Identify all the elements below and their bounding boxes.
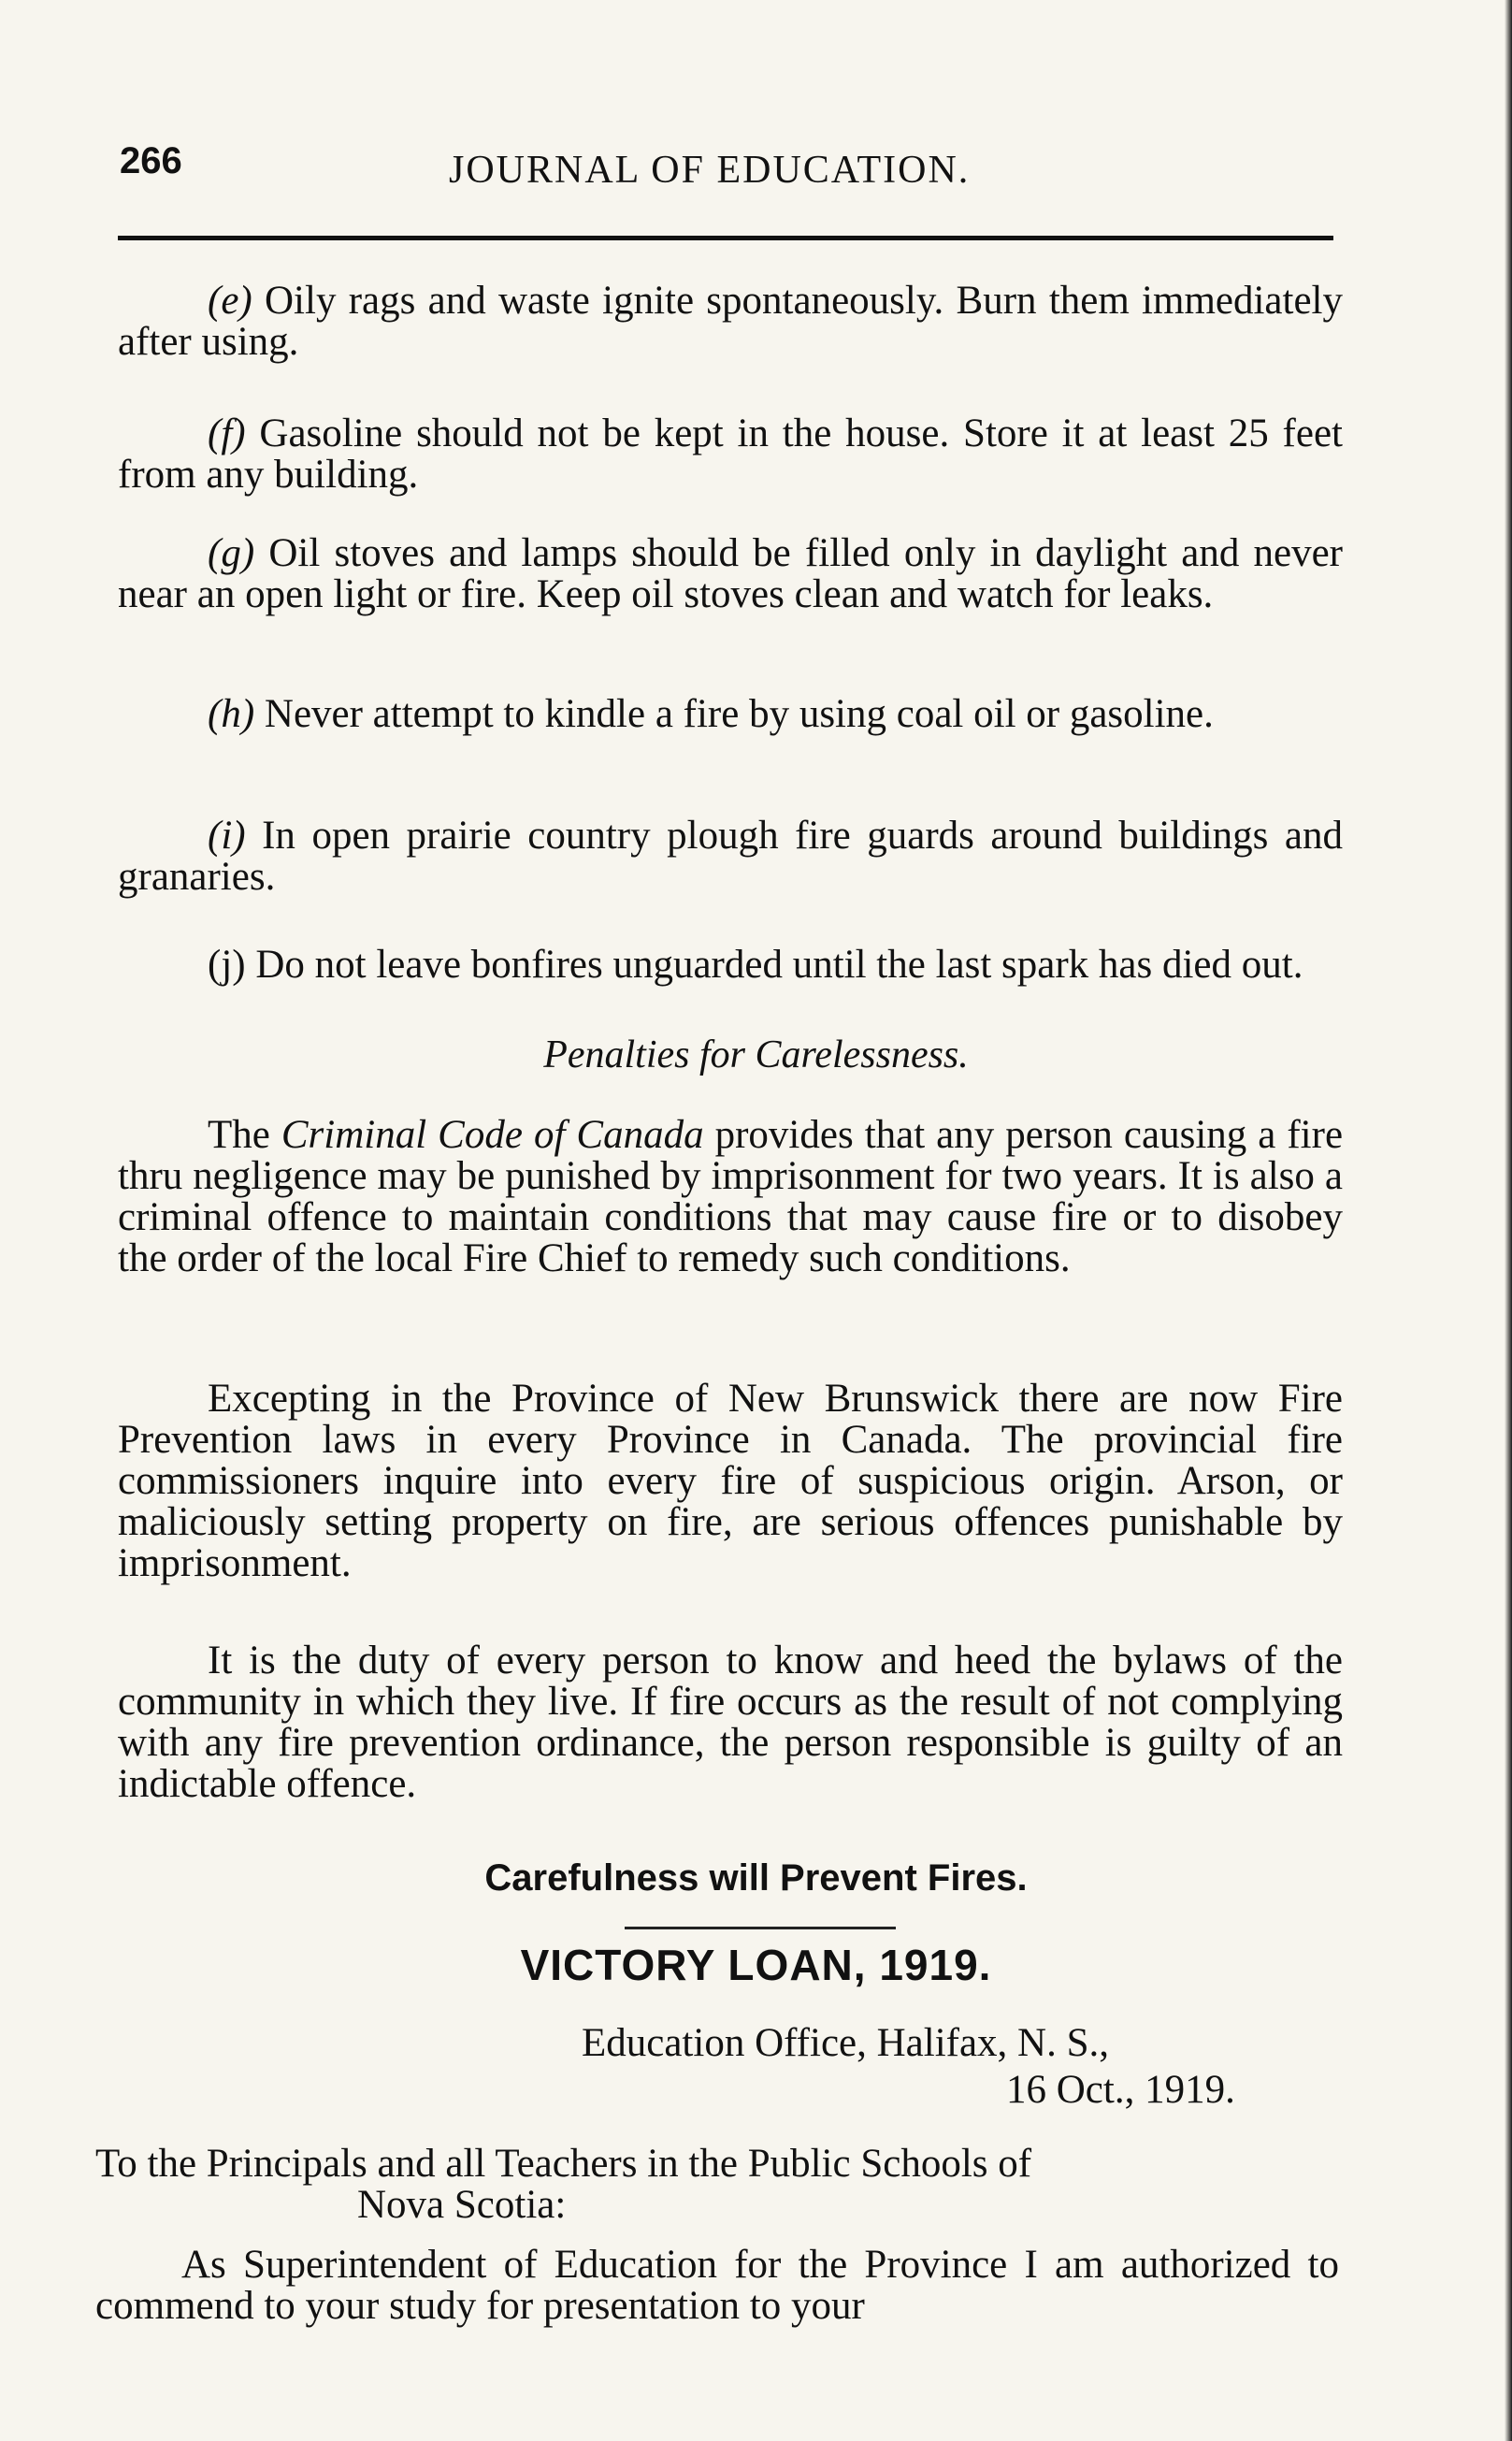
- list-item-g: [118, 533, 1343, 615]
- penalties-paragraph-3: [118, 1640, 1343, 1805]
- item-text: Never attempt to kindle a fire by using coal oil or gasoline.: [264, 692, 1214, 736]
- salutation-line-2: Nova Scotia:: [357, 2183, 567, 2227]
- penalties-paragraph-2: [118, 1379, 1343, 1584]
- penalties-paragraph-1: [118, 1115, 1343, 1279]
- section-title: VICTORY LOAN, 1919.: [520, 1941, 992, 1989]
- list-item-h: [118, 694, 1343, 735]
- item-label: (j): [208, 943, 246, 987]
- item-text: Oil stoves and lamps should be filled only in daylight and never near an open light or fire. Keep oil stoves clean and watch for leaks.: [118, 531, 1343, 616]
- p1-intro: The: [208, 1113, 270, 1157]
- slogan: Carefulness will Prevent Fires.: [484, 1857, 1028, 1899]
- dateline-date: 16 Oct., 1919.: [1006, 2068, 1235, 2112]
- salutation-line-1: To the Principals and all Teachers in the Public Schools of: [95, 2142, 1032, 2186]
- page-number: 266: [120, 140, 182, 181]
- running-head: JOURNAL OF EDUCATION.: [449, 149, 971, 192]
- item-label: (i): [208, 814, 246, 858]
- dateline-place: Education Office, Halifax, N. S.,: [582, 2021, 1110, 2065]
- p3-text: It is the duty of every person to know and heed the bylaws of the community in which they live. If fire occurs as the result of not complying with any fire prevention ordinance, the person responsible is guilty of an indictable offence.: [118, 1639, 1343, 1806]
- letter-body-text: As Superintendent of Education for the Province I am authorized to commend to your study for presentation to your: [95, 2243, 1339, 2328]
- header-rule: [118, 236, 1333, 240]
- p1-rest: provides that any person causing a fire thru negligence may be punished by imprisonment for two years. It is also a criminal offence to maintain conditions that may cause fire or to disobey the order of the local Fire Chief to remedy such conditions.: [118, 1113, 1344, 1280]
- item-label: (e): [208, 279, 252, 323]
- item-text: Gasoline should not be kept in the house. Store it at least 25 feet from any building.: [118, 412, 1343, 497]
- salutation: [95, 2144, 1339, 2226]
- list-item-e: [118, 281, 1343, 363]
- list-item-i: [118, 816, 1343, 898]
- section-divider: [625, 1927, 896, 1929]
- list-item-f: [118, 413, 1343, 496]
- criminal-code-title: Criminal Code of Canada: [281, 1113, 704, 1157]
- penalties-heading: Penalties for Carelessness.: [543, 1033, 969, 1076]
- item-label: (g): [208, 531, 255, 575]
- p2-text: Excepting in the Province of New Brunswick there are now Fire Prevention laws in every Province in Canada. The provincial fire commissioners inquire into every fire of suspicious origin. Arson, or maliciously setting property on fire, are serious offences punishable by imprisonment.: [118, 1377, 1343, 1585]
- list-item-j: [118, 945, 1343, 986]
- item-text: Oily rags and waste ignite spontaneously. Burn them immediately after using.: [118, 279, 1343, 364]
- item-text: In open prairie country plough fire guards around buildings and granaries.: [118, 814, 1344, 899]
- letter-body: [95, 2245, 1339, 2327]
- page-edge-shadow: [1505, 0, 1512, 2441]
- item-label: (h): [208, 692, 255, 736]
- item-label: (f): [208, 412, 246, 455]
- item-text: Do not leave bonfires unguarded until the last spark has died out.: [255, 943, 1303, 987]
